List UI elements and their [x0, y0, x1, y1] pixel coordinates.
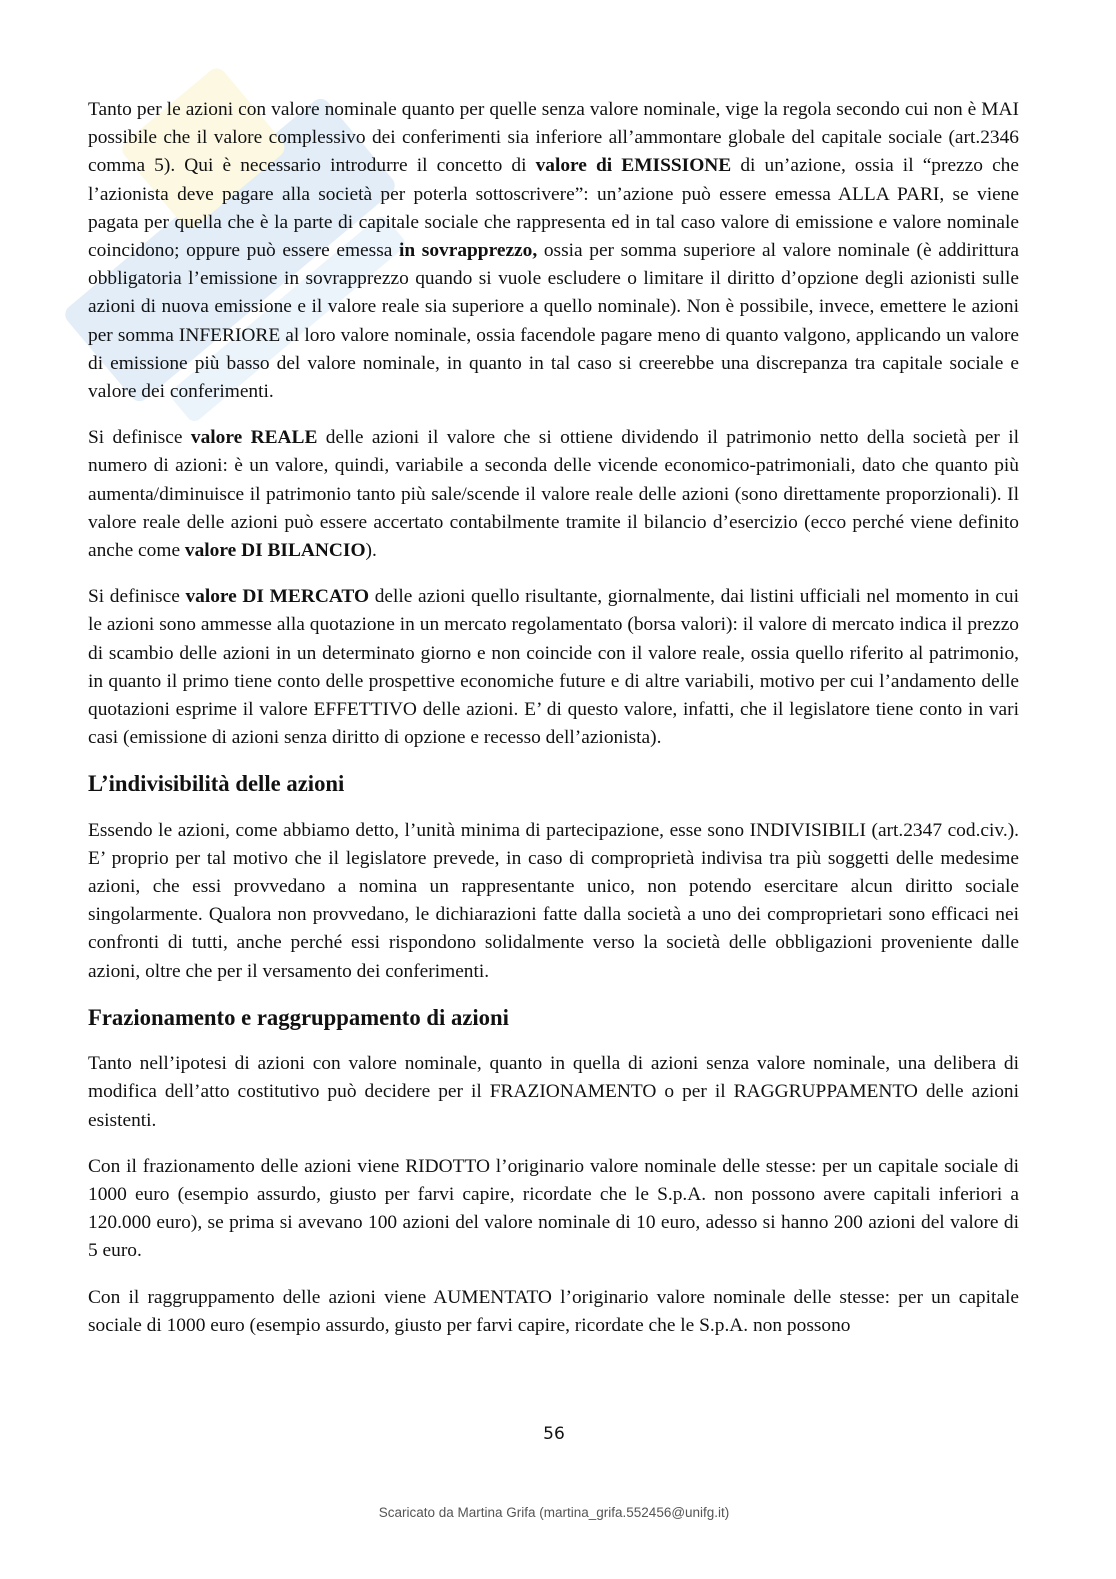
text-run: Tanto nell’ipotesi di azioni con valore nominale, quanto in quella di azioni senza valore nominale, una delibera di modifica dell’atto costitutivo può decidere per il FRAZIONAMENTO o per il RAGGRUPPAMENTO delle azioni esistenti.: [88, 1053, 1019, 1131]
document-body: [88, 96, 1019, 1358]
bold-term: valore REALE: [190, 427, 318, 449]
paragraph: [88, 424, 1019, 565]
text-run: delle azioni il valore che si ottiene dividendo il patrimonio netto della società per il numero di azioni: è un valore, quindi, variabile a seconda delle vicende economico-patrimoniali, dato che quanto più aumenta/diminuisce il patrimonio tanto più sale/scende il valore reale delle azioni (sono direttamente proporzionali). Il valore reale delle azioni può essere accertato contabilmente tramite il bilancio d’esercizio (ecco perché viene definito anche come: [88, 427, 1019, 562]
text-run: di un’azione, ossia il “prezzo che l’azionista deve pagare alla società per poterla sottoscrivere”: un’azione può essere emessa ALLA PARI, se viene pagata per quella che è la parte di capitale sociale che rappresenta ed in tal caso valore di emissione e valore nominale coincidono; oppure può essere emessa: [88, 155, 1019, 262]
text-run: delle azioni quello risultante, giornalmente, dai listini ufficiali nel momento in cui le azioni sono ammesse alla quotazione in un mercato regolamentato (borsa valori): il valore di mercato indica il prezzo di scambio delle azioni in un determinato giorno e non coincide con il valore reale, ossia quello riferito al patrimonio, in quanto il primo tiene conto delle prospettive economiche future e di altre variabili, motivo per cui l’andamento delle quotazioni esprime il valore EFFETTIVO delle azioni. E’ di questo valore, infatti, che il legislatore tiene conto in vari casi (emissione di azioni senza diritto di opzione e recesso dell’azionista).: [88, 586, 1019, 749]
text-run: Si definisce: [88, 586, 186, 608]
bold-term: valore di EMISSIONE: [535, 155, 732, 177]
bold-term: valore DI MERCATO: [185, 586, 370, 608]
text-run: ossia per somma superiore al valore nominale (è addirittura obbligatoria l’emissione in sovrapprezzo quando si vuole escludere o limitare il diritto d’opzione degli azionisti sulle azioni di nuova emissione e il valore reale sia superiore a quello nominale). Non è possibile, invece, emettere le azioni per somma INFERIORE al loro valore nominale, ossia facendole pagare meno di quanto valgono, applicando un valore di emissione più basso del valore nominale, in quanto in tal caso si creerebbe una discrepanza tra capitale sociale e valore dei conferimenti.: [88, 240, 1019, 403]
text-run: Tanto per le azioni con valore nominale quanto per quelle senza valore nominale, vige la regola secondo cui non è MAI possibile che il valore complessivo dei conferimenti sia inferiore all’ammontare globale del capitale sociale (art.2346 comma 5). Qui è necessario introdurre il concetto di: [88, 99, 1019, 177]
bold-term: in sovrapprezzo,: [398, 240, 538, 262]
bold-term: L’indivisibilità delle azioni: [88, 771, 345, 797]
paragraph: [88, 817, 1019, 986]
bold-term: valore DI BILANCIO: [184, 540, 366, 562]
text-run: Con il frazionamento delle azioni viene RIDOTTO l’originario valore nominale delle stesse: per un capitale sociale di 1000 euro (esempio assurdo, giusto per farvi capire, ricordate che le S.p.A. non possono avere capitali inferiori a 120.000 euro), se prima si avevano 100 azioni del valore nominale di 10 euro, adesso si hanno 200 azioni del valore di 5 euro.: [88, 1155, 1019, 1262]
text-run: Essendo le azioni, come abbiamo detto, l’unità minima di partecipazione, esse sono INDIVISIBILI (art.2347 cod.civ.). E’ proprio per tal motivo che il legislatore prevede, in caso di comproprietà indivisa tra più soggetti delle medesime azioni, che essi provvedano a nomina un rappresentante unico, non potendo esercitare alcun diritto sociale singolarmente. Qualora non provvedano, le dichiarazioni fatte dalla società a uno dei comproprietari sono efficaci nei confronti di tutti, anche perché essi rispondono solidalmente verso la società delle obbligazioni proveniente dalle azioni, oltre che per il versamento dei conferimenti.: [88, 819, 1019, 982]
bold-term: Frazionamento e raggruppamento di azioni: [88, 1004, 509, 1030]
section-heading: [88, 770, 1019, 798]
paragraph: [88, 1153, 1019, 1266]
text-run: Si definisce: [88, 427, 191, 449]
text-run: ).: [365, 540, 377, 562]
paragraph: [88, 96, 1019, 406]
section-heading: [88, 1004, 1019, 1032]
text-run: Con il raggruppamento delle azioni viene AUMENTATO l’originario valore nominale delle stesse: per un capitale sociale di 1000 euro (esempio assurdo, giusto per farvi capire, ricordate che le S.p.A. non possono: [88, 1286, 1019, 1336]
download-footer: Scaricato da Martina Grifa (martina_grifa.552456@unifg.it): [378, 1505, 730, 1520]
paragraph: [88, 1050, 1019, 1135]
page-number: 56: [543, 1424, 565, 1444]
paragraph: [88, 1284, 1019, 1340]
paragraph: [88, 583, 1019, 752]
